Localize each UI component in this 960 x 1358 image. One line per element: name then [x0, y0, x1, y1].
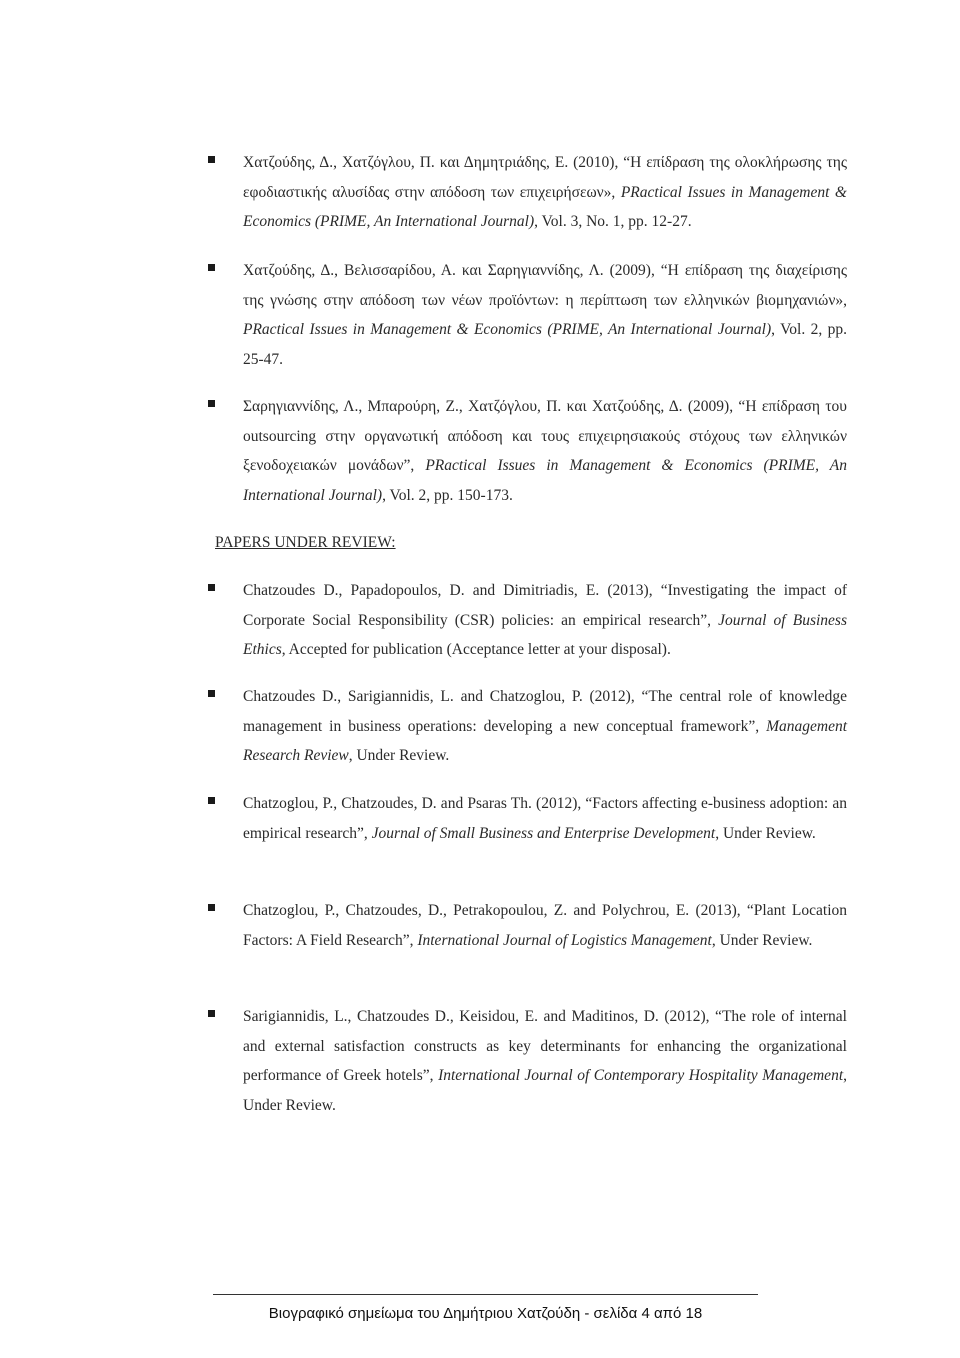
reference-journal: Journal of Small Business and Enterprise Development — [371, 824, 716, 842]
reference-body: Chatzoglou, P., Chatzoudes, D., Petrakopoulou, Z. and Polychrou, E. (2013), “Plant Location Factors: A Field Research”, — [243, 902, 847, 949]
reference-tail: , Vol. 2, pp. 25-47. — [243, 321, 847, 368]
reference-tail: , Under Review. — [348, 747, 450, 764]
reference-item — [243, 1002, 847, 1120]
bullet-icon — [208, 584, 215, 591]
reference-journal: PRactical Issues in Management & Economics (PRIME, An International Journal) — [243, 457, 847, 504]
reference-body: (2010), “Η επίδραση της ολοκλήρωσης της εφοδιαστικής αλυσίδας στην απόδοση των επιχειρήσεων», — [243, 154, 847, 201]
bullet-icon — [208, 690, 215, 697]
reference-body: (2009), “Η επίδραση της διαχείρισης της γνώσης στην απόδοση των νέων προϊόντων: η περίπτωση των ελληνικών βιομηχανιών», — [243, 262, 847, 309]
reference-item — [243, 896, 847, 955]
footer-divider — [213, 1294, 758, 1295]
reference-journal: International Journal of Contemporary Hospitality Management — [438, 1067, 844, 1084]
reference-tail: , Under Review. — [711, 931, 813, 949]
bullet-icon — [208, 904, 215, 911]
reference-item — [243, 682, 847, 771]
reference-body: Chatzoudes D., Sarigiannidis, L. and Chatzoglou, P. (2012), “The central role of knowledge management in business operations: developing a new conceptual framework”, — [243, 688, 847, 735]
reference-authors: Χατζούδης, Δ., Βελισσαρίδου, Α. και Σαρηγιαννίδης, Λ. — [243, 262, 610, 279]
reference-authors: Χατζούδης, Δ., Χατζόγλου, Π. και Δημητριάδης, Ε. — [243, 154, 574, 171]
bullet-icon — [208, 1010, 215, 1017]
section-heading-papers-under-review: PAPERS UNDER REVIEW: — [215, 534, 396, 551]
bullet-icon — [208, 400, 215, 407]
reference-authors: Σαρηγιαννίδης, Λ., Μπαρούρη, Ζ., Χατζόγλου, Π. και Χατζούδης, Δ. — [243, 398, 688, 415]
bullet-icon — [208, 156, 215, 163]
reference-item — [243, 576, 847, 665]
reference-journal: International Journal of Logistics Management — [417, 931, 712, 949]
reference-item — [243, 256, 847, 374]
reference-body: (2009), “Η επίδραση του outsourcing στην οργανωτική απόδοση και τους επιχειρησιακούς στόχους των ελληνικών ξενοδοχειακών μονάδων”, — [243, 398, 847, 474]
reference-tail: , Under Review. — [715, 824, 816, 842]
page-footer: Βιογραφικό σημείωμα του Δημήτριου Χατζούδη - σελίδα 4 από 18 — [268, 1305, 703, 1322]
reference-journal: Journal of Business Ethics — [243, 611, 847, 658]
reference-body: Chatzoudes D., Papadopoulos, D. and Dimitriadis, E. (2013), “Investigating the impact of Corporate Social Responsibility (CSR) policies: an empirical research”, — [243, 582, 847, 629]
reference-item — [243, 392, 847, 510]
reference-journal: Management Research Review — [243, 717, 847, 764]
reference-body: Sarigiannidis, L., Chatzoudes D., Keisidou, E. and Maditinos, D. (2012), “The role of internal and external satisfaction constructs as key determinants for enhancing the organizational performance of Greek hotels”, — [243, 1008, 847, 1084]
reference-journal: PRactical Issues in Management & Economics (PRIME, An International Journal) — [243, 183, 847, 230]
bullet-icon — [208, 797, 215, 804]
reference-item — [243, 789, 847, 848]
reference-tail: , Vol. 3, No. 1, pp. 12-27. — [534, 213, 692, 230]
reference-item — [243, 148, 847, 237]
reference-journal: PRactical Issues in Management & Economics (PRIME, An International Journal) — [243, 321, 772, 338]
reference-tail: , Vol. 2, pp. 150-173. — [382, 486, 513, 504]
reference-tail: , Accepted for publication (Acceptance letter at your disposal). — [281, 641, 671, 658]
bullet-icon — [208, 264, 215, 271]
reference-body: Chatzoglou, P., Chatzoudes, D. and Psaras Th. (2012), “Factors affecting e-business adoption: an empirical research”, — [243, 795, 847, 842]
reference-tail: , Under Review. — [243, 1067, 847, 1114]
